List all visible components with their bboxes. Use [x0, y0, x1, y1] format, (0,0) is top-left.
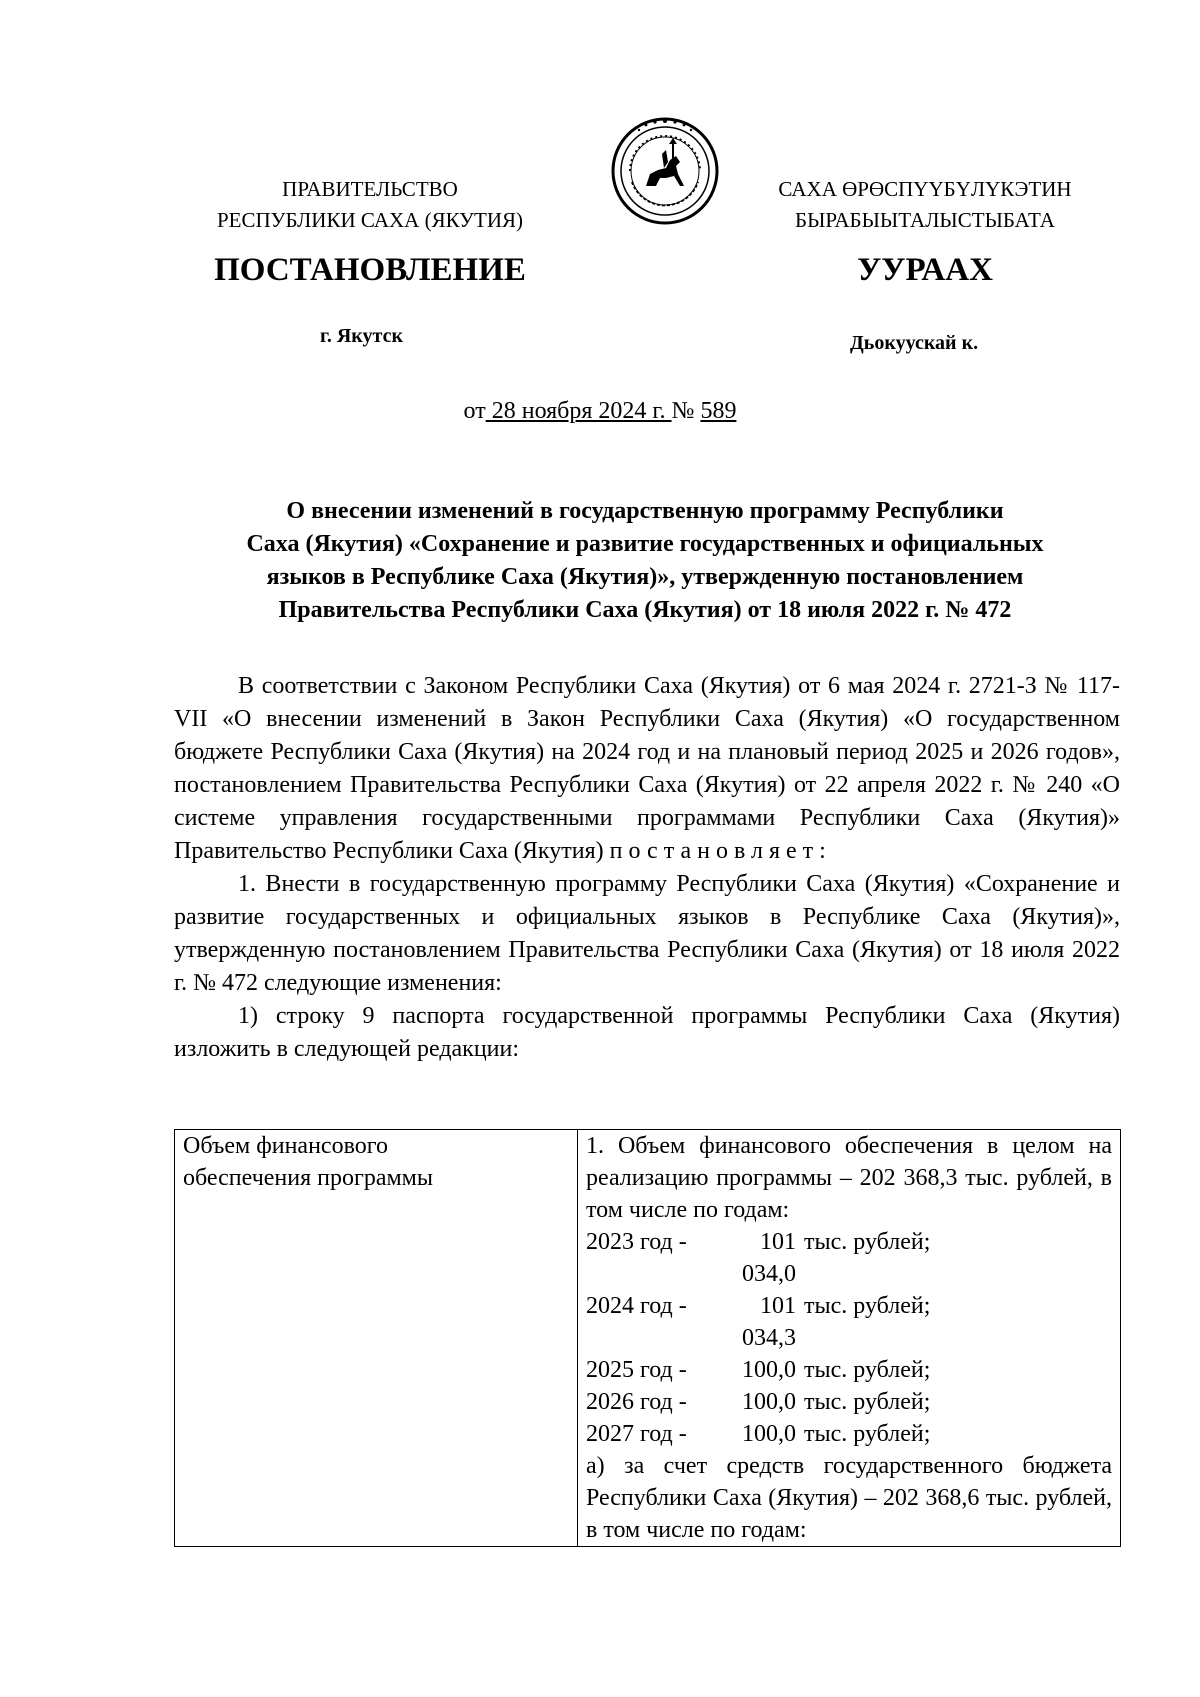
city-name-sakha: Дьокуускай к. — [850, 332, 979, 354]
funding-year-row — [586, 1386, 1112, 1418]
number-label: № — [671, 398, 701, 424]
year-amount: 101 034,3 — [742, 1293, 796, 1351]
year-label: 2025 год - — [586, 1357, 687, 1383]
body-paragraph-item-1: 1. Внести в государственную программу Республики Саха (Якутия) «Сохранение и развитие государственных и официальных языков в Республике Саха (Якутия)», утвержденную постановлением Правительства Республики Саха (Якутия) от 18 июля 2022 г. № 472 следующие изменения: — [174, 871, 1120, 996]
cell-label-line: Объем финансового — [183, 1133, 388, 1159]
subject-line: Саха (Якутия) «Сохранение и развитие государственных и официальных — [246, 531, 1044, 557]
year-amount: 100,0 — [742, 1389, 796, 1415]
funding-year-row — [586, 1354, 1112, 1386]
document-type-title-sakha: УУРААХ — [857, 252, 993, 288]
funding-subitem-a-text: а) за счет средств государственного бюджета Республики Саха (Якутия) – 202 368,6 тыс. рублей, в том числе по годам: — [586, 1453, 1112, 1543]
year-unit: тыс. рублей; — [804, 1357, 931, 1383]
table-row — [175, 1130, 1121, 1547]
year-unit: тыс. рублей; — [804, 1389, 931, 1415]
subject-line: Правительства Республики Саха (Якутия) от 18 июля 2022 г. № 472 — [278, 597, 1012, 623]
preamble-text: В соответствии с Законом Республики Саха (Якутия) от 6 мая 2024 г. 2721-З № 117-VII «О внесении изменений в Закон Республики Саха (Якутия) «О государственном бюджете Республики Саха (Якутия) на 2024 год и на плановый период 2025 и 2026 годов», постановлением Правительства Республики Саха (Якутия) от 22 апреля 2022 г. № 240 «О системе управления государственными программами Республики Саха (Якутия)» Правительство Республики Саха (Якутия) — [174, 673, 1120, 864]
year-label: 2026 год - — [586, 1389, 687, 1415]
document-body — [174, 670, 1120, 1066]
document-number: 589 — [700, 398, 737, 424]
year-unit: тыс. рублей; — [804, 1229, 931, 1255]
year-amount: 100,0 — [742, 1421, 796, 1447]
document-date: 28 ноября 2024 г. — [485, 398, 672, 424]
header-right-block — [740, 174, 1110, 236]
header-right-line2: БЫРАБЫЫТАЛЫСТЫБАТА — [795, 208, 1055, 232]
body-paragraph-preamble — [174, 670, 1120, 868]
subject-line: О внесении изменений в государственную программу Республики — [286, 498, 1004, 524]
body-paragraph-subitem-1: 1) строку 9 паспорта государственной программы Республики Саха (Якутия) изложить в следующей редакции: — [174, 1003, 1120, 1062]
header-left-block — [190, 174, 550, 236]
funding-year-row — [586, 1226, 1112, 1290]
date-prefix: от — [463, 398, 486, 424]
table-cell-label — [175, 1130, 578, 1547]
document-type-title: ПОСТАНОВЛЕНИЕ — [214, 252, 526, 288]
table-cell-value — [578, 1130, 1121, 1547]
document-subject — [170, 495, 1120, 627]
cell-label-line: обеспечения программы — [183, 1165, 433, 1191]
year-unit: тыс. рублей; — [804, 1421, 931, 1447]
header-right-line1: САХА ӨРӨСПҮҮБҮЛҮКЭТИН — [778, 177, 1072, 201]
resolves-word: постановляет: — [609, 838, 832, 864]
city-name: г. Якутск — [320, 325, 403, 347]
year-label: 2023 год - — [586, 1229, 687, 1255]
year-label: 2024 год - — [586, 1293, 687, 1319]
funding-year-row — [586, 1418, 1112, 1450]
passport-row-table — [174, 1129, 1121, 1547]
funding-total-text: 1. Объем финансового обеспечения в целом на реализацию программы – 202 368,3 тыс. рублей, в том числе по годам: — [586, 1133, 1112, 1223]
year-amount: 100,0 — [742, 1357, 796, 1383]
year-label: 2027 год - — [586, 1421, 687, 1447]
funding-year-row — [586, 1290, 1112, 1354]
year-amount: 101 034,0 — [742, 1229, 796, 1287]
header-left-line2: РЕСПУБЛИКИ САХА (ЯКУТИЯ) — [216, 208, 524, 232]
year-unit: тыс. рублей; — [804, 1293, 931, 1319]
document-dateline — [0, 398, 1200, 425]
coat-of-arms-emblem — [610, 116, 720, 226]
subject-line: языков в Республике Саха (Якутия)», утвержденную постановлением — [266, 564, 1024, 590]
header-left-line1: ПРАВИТЕЛЬСТВО — [282, 177, 458, 201]
